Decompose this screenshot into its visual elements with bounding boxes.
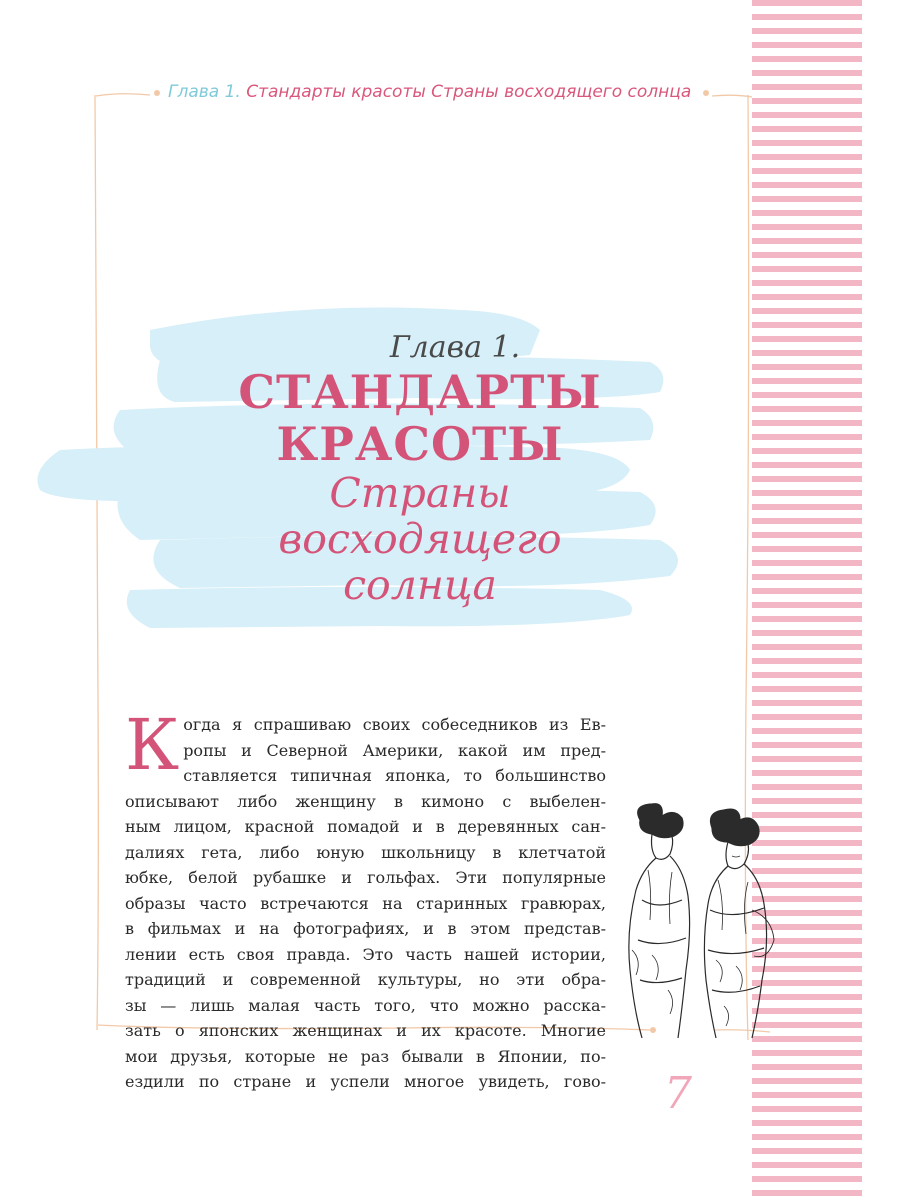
chapter-number: Глава 1. bbox=[389, 330, 521, 365]
body-line: ропы и Северной Америки, какой им пред- bbox=[183, 740, 606, 760]
chapter-title-line-3: Страны bbox=[329, 469, 511, 517]
chapter-title-line-2: КРАСОТЫ bbox=[276, 417, 564, 471]
chapter-title-line-4: восходящего bbox=[278, 515, 562, 563]
body-line: далиях гета, либо юную школьницу в клетчатой bbox=[125, 842, 606, 862]
page-number: 7 bbox=[664, 1068, 692, 1119]
running-header bbox=[168, 82, 708, 102]
body-line: ездили по стране и успели многое увидеть, гово- bbox=[125, 1072, 606, 1091]
body-paragraph bbox=[125, 704, 606, 1095]
body-line: огда я спрашиваю своих собеседников из Ев- bbox=[183, 715, 606, 734]
body-line: традиций и современной культуры, но эти обра- bbox=[125, 970, 606, 989]
body-line: зать о японских женщинах и их красоте. Многие bbox=[125, 1021, 606, 1040]
body-line: лении есть своя правда. Это часть нашей истории, bbox=[125, 944, 606, 964]
frame-dot-left bbox=[154, 90, 160, 96]
running-header-chapter: Глава 1. bbox=[168, 82, 241, 102]
body-line: в фильмах и на фотографиях, и в этом представ- bbox=[125, 919, 606, 938]
geisha-illustration bbox=[612, 800, 782, 1040]
chapter-title-line-5: солнца bbox=[343, 561, 497, 609]
body-line: ным лицом, красной помадой и в деревянных сан- bbox=[125, 817, 606, 836]
body-line: описывают либо женщину в кимоно с выбелен- bbox=[125, 791, 606, 811]
body-line: ставляется типичная японка, то большинство bbox=[183, 766, 606, 785]
drop-cap: К bbox=[125, 704, 180, 786]
body-line: юбке, белой рубашке и гольфах. Эти популярные bbox=[125, 868, 606, 887]
chapter-title-line-1: СТАНДАРТЫ bbox=[238, 365, 602, 419]
body-line: зы — лишь малая часть того, что можно расска- bbox=[125, 995, 606, 1015]
frame-top-right-line bbox=[712, 95, 752, 97]
running-header-title: Стандарты красоты Страны восходящего солнца bbox=[246, 82, 692, 102]
body-line: образы часто встречаются на старинных гравюрах, bbox=[125, 893, 606, 913]
body-line: мои друзья, которые не раз бывали в Японии, по- bbox=[125, 1046, 606, 1066]
frame-top-left-line bbox=[96, 94, 150, 96]
frame-left-line bbox=[95, 95, 98, 1030]
chapter-title-block bbox=[150, 330, 690, 608]
